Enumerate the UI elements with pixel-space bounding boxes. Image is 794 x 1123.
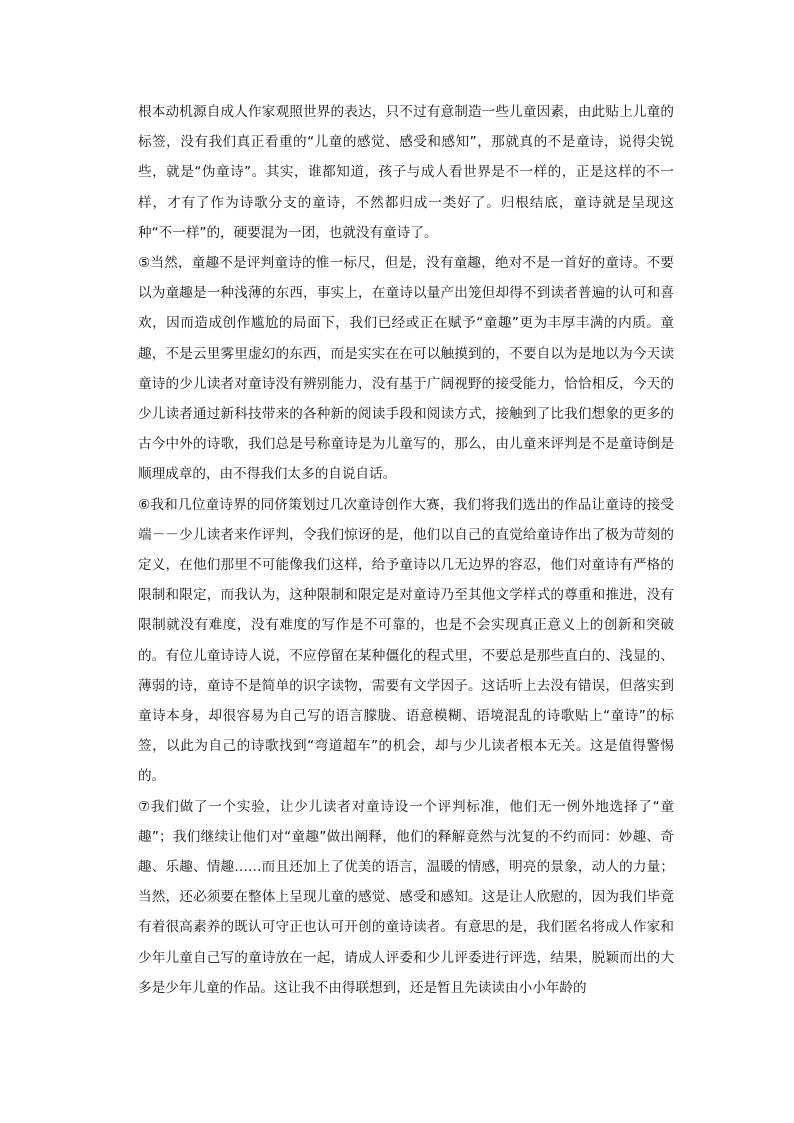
- paragraph-7: ⑦我们做了一个实验，让少儿读者对童诗设一个评判标准，他们无一例外地选择了“童趣”；我们继续让他们对“童趣”做出阐释，他们的释解竟然与沈复的不约而同：妙趣、奇趣、乐趣、情趣……而且还加上了优美的语言，温暖的情感，明亮的景象，动人的力量；当然，还必须要在整体上呈现儿童的感觉、感受和感知。这是让人欣慰的，因为我们毕竟有着很高素养的既认可守正也认可开创的童诗读者。有意思的是，我们匿名将成人作家和少年儿童自己写的童诗放在一起，请成人评委和少儿评委进行评选，结果，脱颖而出的大多是少年儿童的作品。这让我不由得联想到，还是暂且先读读由小小年龄的: [138, 798, 674, 996]
- paragraph-5: ⑤当然，童趣不是评判童诗的惟一标尺，但是，没有童趣，绝对不是一首好的童诗。不要以为童趣是一种浅薄的东西，事实上，在童诗以量产出笼但却得不到读者普遍的认可和喜欢，因而造成创作尴尬的局面下，我们已经或正在赋予“童趣”更为丰厚丰满的内质。童趣，不是云里雾里虚幻的东西，而是实实在在可以触摸到的，不要自以为是地以为今天读童诗的少儿读者对童诗没有辨别能力，没有基于广阔视野的接受能力，恰恰相反，今天的少儿读者通过新科技带来的各种新的阅读手段和阅读方式，接触到了比我们想象的更多的古今中外的诗歌，我们总是号称童诗是为儿童写的，那么，由儿童来评判是不是童诗倒是顺理成章的，由不得我们太多的自说自话。: [138, 255, 674, 483]
- paragraph-4-continued: 根本动机源自成人作家观照世界的表达，只不过有意制造一些儿童因素，由此贴上儿童的标签，没有我们真正看重的“儿童的感觉、感受和感知”，那就真的不是童诗，说得尖锐些，就是“伪童诗”。其实，谁都知道，孩子与成人看世界是不一样的，正是这样的不一样，才有了作为诗歌分支的童诗，不然都归成一类好了。归根结底，童诗就是呈现这种“不一样”的，硬要混为一团，也就没有童诗了。: [138, 104, 674, 241]
- paragraph-6: ⑥我和几位童诗界的同侪策划过几次童诗创作大赛，我们将我们选出的作品让童诗的接受端－－少儿读者来作评判，令我们惊讶的是，他们以自己的直觉给童诗作出了极为苛刻的定义，在他们那里不可能像我们这样，给予童诗以几无边界的容忍，他们对童诗有严格的限制和限定，而我认为，这种限制和限定是对童诗乃至其他文学样式的尊重和推进，没有限制就没有难度，没有难度的写作是不可靠的，也是不会实现真正意义上的创新和突破的。有位儿童诗诗人说，不应停留在某种僵化的程式里，不要总是那些直白的、浅显的、薄弱的诗，童诗不是简单的识字读物，需要有文学因子。这话听上去没有错误，但落实到童诗本身，却很容易为自己写的语言朦胧、语意模糊、语境混乱的诗歌贴上“童诗”的标签，以此为自己的诗歌找到“弯道超车”的机会，却与少儿读者根本无关。这是值得警惕的。: [138, 496, 674, 785]
- document-body: [138, 97, 674, 1003]
